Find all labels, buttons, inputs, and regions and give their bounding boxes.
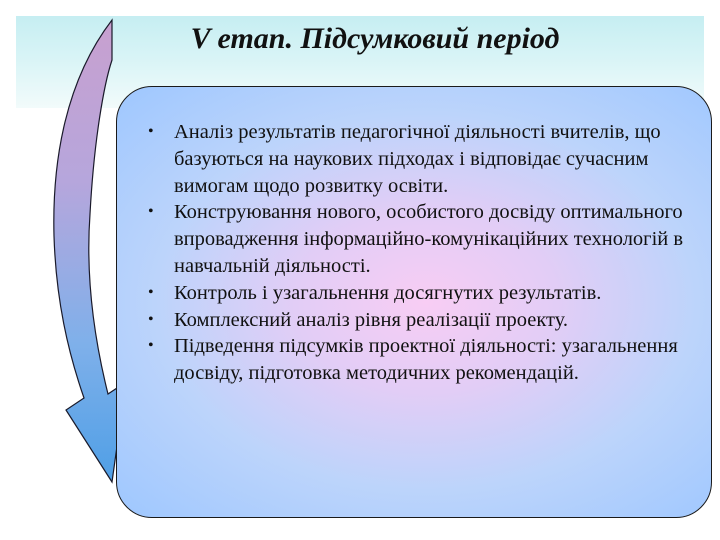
bullet-icon: • [148, 203, 154, 221]
bullet-icon: • [148, 123, 154, 140]
list-item-text: Підведення підсумків проектної діяльності: узагальнення досвіду, підготовка методичних рекомендацій. [174, 335, 678, 385]
list-item-text: Контроль і узагальнення досягнутих результатів. [174, 281, 602, 304]
list-item [150, 119, 702, 199]
bullet-icon: • [148, 283, 154, 301]
list-item [150, 307, 702, 334]
bullet-icon: • [148, 337, 154, 355]
list-item [150, 199, 702, 279]
list-item-text: Конструювання нового, особистого досвіду оптимального впровадження інформаційно-комунікаційних технологій в навчальній діяльності. [174, 201, 684, 277]
list-item-text: Аналіз результатів педагогічної діяльності вчителів, що базуються на наукових підходах і відповідає сучасним вимогам щодо розвитку освіти. [174, 121, 661, 197]
list-item-text: Комплексний аналіз рівня реалізації проекту. [174, 308, 569, 331]
slide-title: V етап. Підсумковий період [190, 22, 560, 55]
list-item [150, 280, 702, 307]
bullet-icon: • [148, 310, 154, 328]
list-item [150, 333, 702, 387]
bullet-list [150, 119, 702, 387]
